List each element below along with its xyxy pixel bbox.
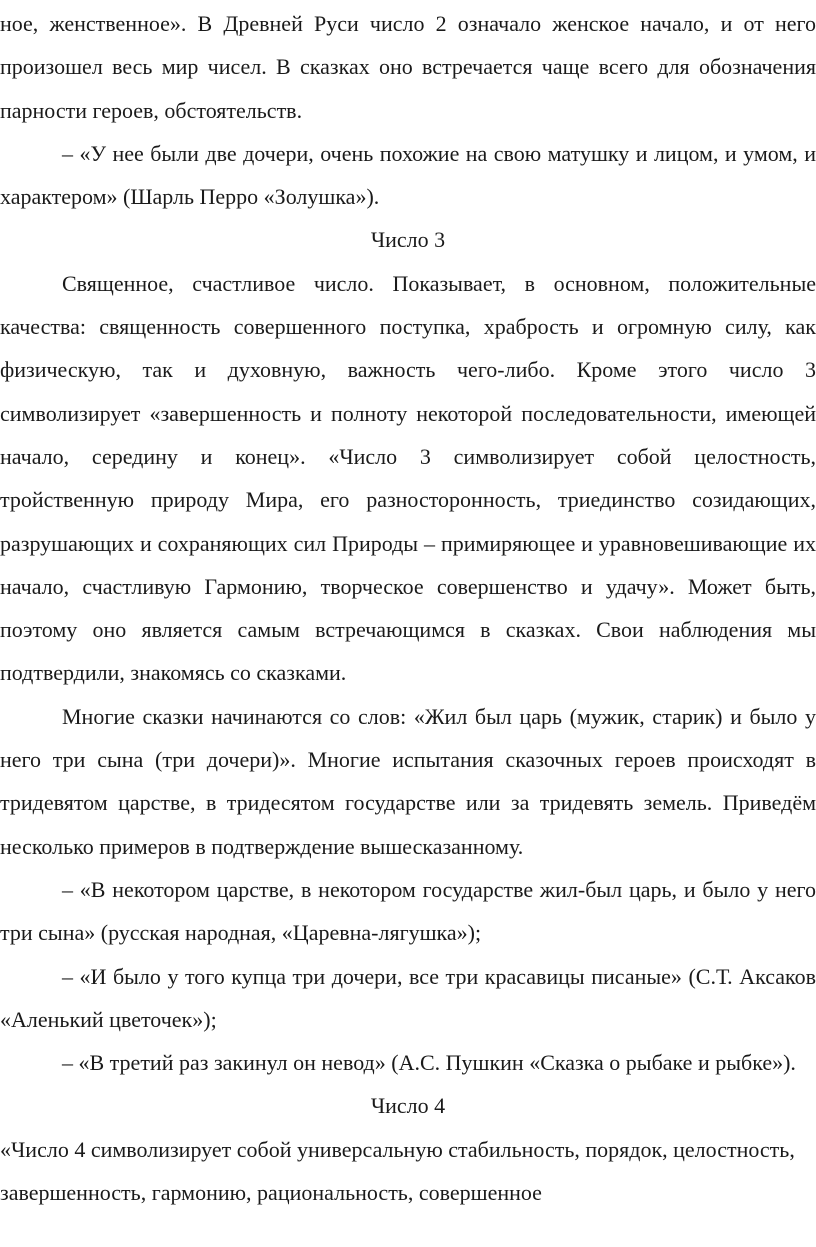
paragraph-continuation: ное, женственное». В Древней Руси число 2 означало женское начало, и от него произошел весь мир чисел. В сказках оно встречается чаще всего для обозначения парности героев, обстоятельств. (0, 11, 816, 123)
quote-perrault: – «У нее были две дочери, очень похожие на свою матушку и лицом, и умом, и характером» (Шарль Перро «Золушка»). (0, 140, 816, 210)
section-heading-number-4: Число 4 (370, 1093, 446, 1119)
quote-fisherman-and-fish: – «В третий раз закинул он невод» (А.С. Пушкин «Сказка о рыбаке и рыбке»). (62, 1050, 796, 1076)
quote-scarlet-flower: – «И было у того купца три дочери, все три красавицы писаные» (С.Т. Аксаков «Аленький цветочек»); (0, 963, 816, 1032)
paragraph-number-4-description: «Число 4 символизирует собой универсальную стабильность, порядок, целостность, завершенность, гармонию, рациональность, совершенное (0, 1136, 795, 1206)
paragraph-number-3-description: Священное, счастливое число. Показывает, в основном, положительные качества: священность совершенного поступка, храбрость и огромную силу, как физическую, так и духовную, важность чего-либо. Кроме этого число 3 символизирует «завершенность и полноту некоторой последовательности, имеющей начало, середину и конец». «Число 3 символизирует собой целостность, тройственную природу Мира, его разносторонность, триединство созидающих, разрушающих и сохраняющих сил Природы – примиряющее и уравновешивающие их начало, счастливую Гармонию, творческое совершенство и удачу». Может быть, поэтому оно является самым встречающимся в сказках. Свои наблюдения мы подтвердили, знакомясь со сказками. (0, 270, 816, 686)
quote-frog-princess: – «В некотором царстве, в некотором государстве жил-был царь, и было у него три сына» (русская народная, «Царевна-лягушка»); (0, 876, 816, 946)
document-body (0, 2, 816, 1214)
paragraph-fairy-tale-beginnings: Многие сказки начинаются со слов: «Жил был царь (мужик, старик) и было у него три сына (три дочери)». Многие испытания сказочных героев происходят в тридевятом царстве, в тридесятом государстве или за тридевять земель. Приведём несколько примеров в подтверждение вышесказанному. (0, 703, 816, 859)
section-heading-number-3: Число 3 (370, 227, 446, 253)
